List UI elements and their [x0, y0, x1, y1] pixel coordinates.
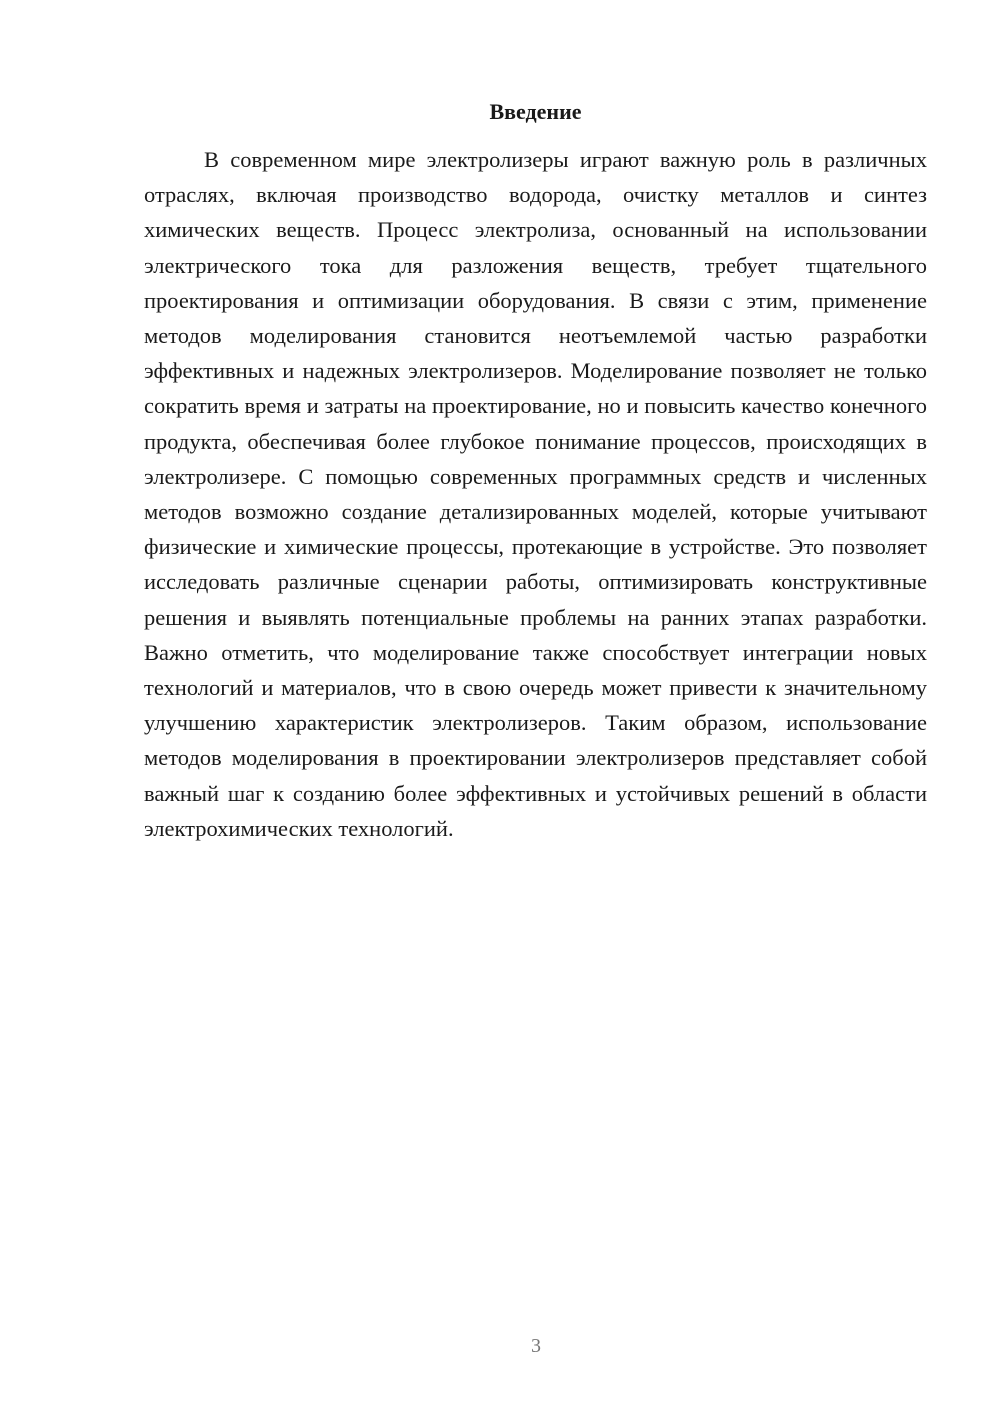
page-number: 3 [531, 1335, 541, 1357]
section-heading: Введение [489, 99, 582, 124]
body-paragraph: В современном мире электролизеры играют важную роль в различных отраслях, включая производство водорода, очистку металлов и синтез химических веществ. Процесс электролиза, основанный на использовании электрического тока для разложения веществ, требует тщательного проектирования и оптимизации оборудования. В связи с этим, применение методов моделирования становится неотъемлемой частью разработки эффективных и надежных электролизеров. Моделирование позволяет не только сократить время и затраты на проектирование, но и повысить качество конечного продукта, обеспечивая более глубокое понимание процессов, происходящих в электролизере. С помощью современных программных средств и численных методов возможно создание детализированных моделей, которые учитывают физические и химические процессы, протекающие в устройстве. Это позволяет исследовать различные сценарии работы, оптимизировать конструктивные решения и выявлять потенциальные проблемы на ранних этапах разработки. Важно отметить, что моделирование также способствует интеграции новых технологий и материалов, что в свою очередь может привести к значительному улучшению характеристик электролизеров. Таким образом, использование методов моделирования в проектировании электролизеров представляет собой важный шаг к созданию более эффективных и устойчивых решений в области электрохимических технологий. [144, 147, 927, 841]
